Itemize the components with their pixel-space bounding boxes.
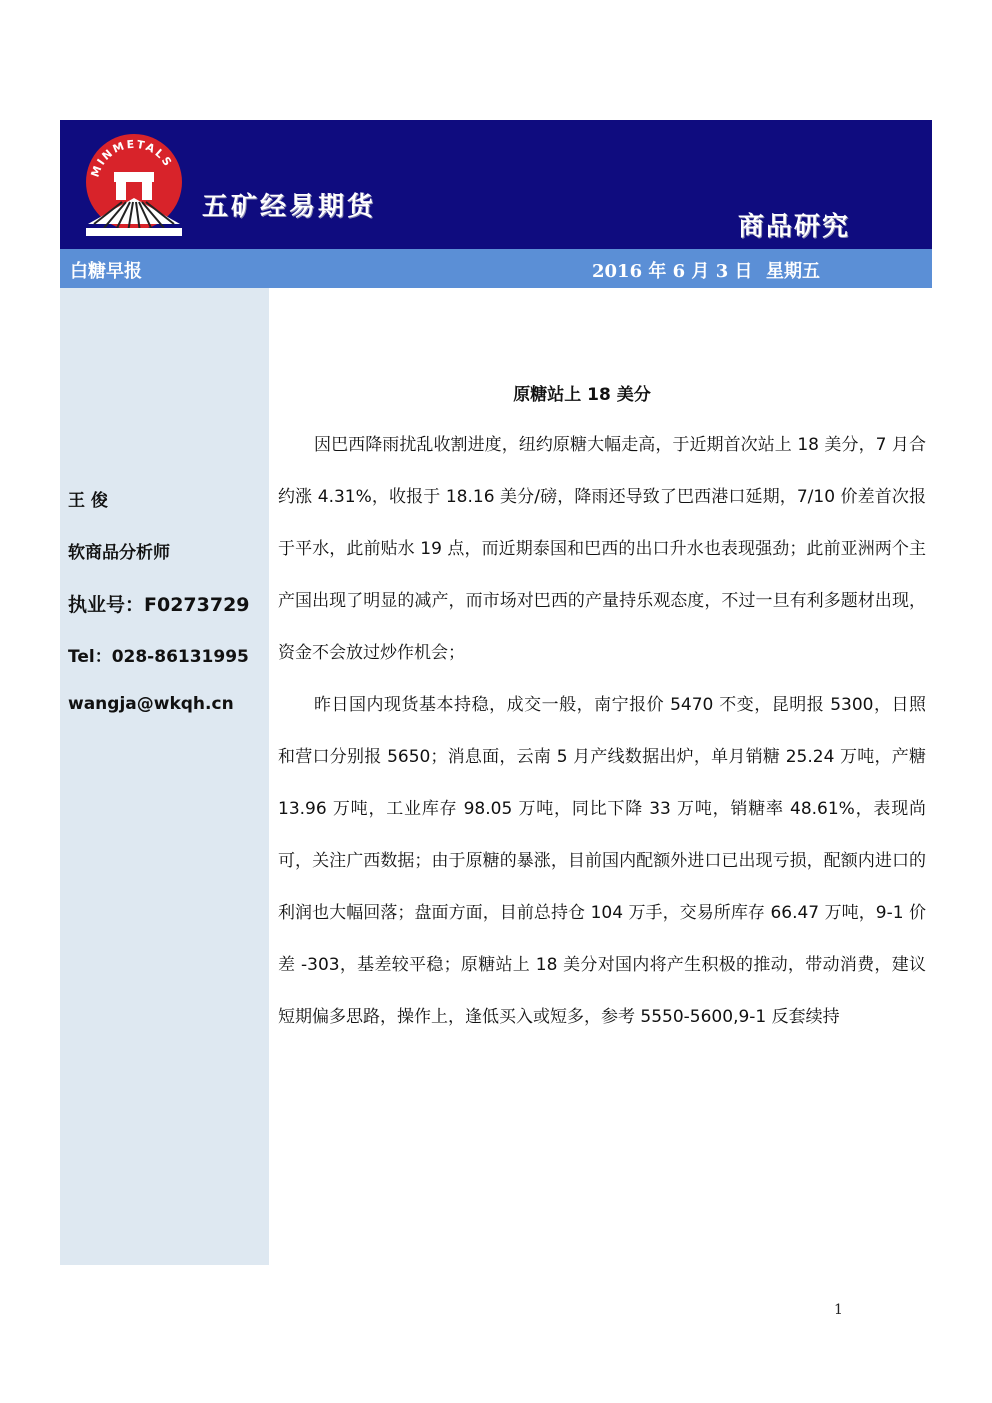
page-number: 1 <box>834 1302 843 1318</box>
report-header <box>60 120 932 249</box>
svg-text:MINMETALS: MINMETALS <box>88 137 176 179</box>
author-title: 软商品分析师 <box>68 543 170 563</box>
article-title: 原糖站上 18 美分 <box>513 385 651 405</box>
report-subheader <box>60 249 932 288</box>
author-sidebar <box>60 288 269 1265</box>
author-tel: Tel：028-86131995 <box>68 647 249 667</box>
company-name: 五矿经易期货 <box>202 192 377 222</box>
paragraph-2: 昨日国内现货基本持稳，成交一般，南宁报价 5470 不变，昆明报 5300，日照和营口分别报 5650；消息面，云南 5 月产线数据出炉，单月销糖 25.24 万吨，产糖 13.96 万吨，工业库存 98.05 万吨，同比下降 33 万吨，销糖率 48.61%，表现尚可，关注广西数据；由于原糖的暴涨，目前国内配额外进口已出现亏损，配额内进口的利润也大幅回落；盘面方面，目前总持仓 104 万手，交易所库存 66.47 万吨，9-1 价差 -303，基差较平稳；原糖站上 18 美分对国内将产生积极的推动，带动消费，建议短期偏多思路，操作上，逢低买入或短多，参考 5550-5600,9-1 反套续持 <box>278 695 926 1027</box>
report-date: 2016 年 6 月 3 日 <box>592 261 753 282</box>
section-label: 商品研究 <box>738 212 851 242</box>
report-type: 白糖早报 <box>70 261 142 282</box>
minmetals-logo <box>82 132 186 238</box>
author-email: wangja@wkqh.cn <box>68 694 234 714</box>
author-name: 王 俊 <box>68 491 108 511</box>
report-weekday: 星期五 <box>766 261 820 282</box>
author-license: 执业号：F0273729 <box>68 594 250 616</box>
paragraph-1: 因巴西降雨扰乱收割进度，纽约原糖大幅走高，于近期首次站上 18 美分，7 月合约涨 4.31%，收报于 18.16 美分/磅，降雨还导致了巴西港口延期，7/10 价差首次报于平水，此前贴水 19 点，而近期泰国和巴西的出口升水也表现强劲；此前亚洲两个主产国出现了明显的减产，而市场对巴西的产量持乐观态度，不过一旦有利多题材出现，资金不会放过炒作机会； <box>278 435 926 663</box>
